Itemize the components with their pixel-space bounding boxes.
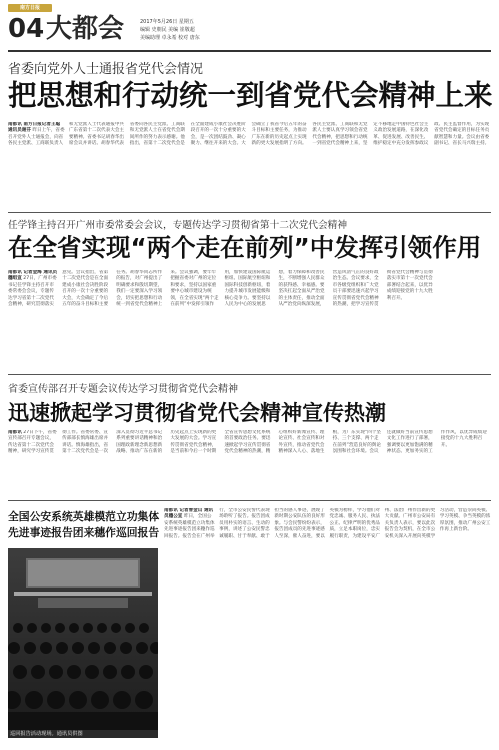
masthead <box>8 4 491 50</box>
article-1-kicker: 省委向党外人士通报省党代会情况 <box>8 62 204 77</box>
article-1 <box>8 58 491 208</box>
article-3-text: 27日下午，省委宣传部召开专题会议，传达省第十二次党代会精神，研究学习宣传贯彻工作。省委常委、宣传部部长慎海雄出席并讲话。慎海雄指出，省第十二次党代会是一次深入贯彻习近平总书记系列重要讲话精神和治国理政新理念新思想新战略、推动广东在新的历史起点上实现新的更大发展的大会。学习宣传贯彻省党代会精神，是当前和今后一个时期全省宣传思想文化系统的首要政治任务。要迅速掀起学习宣传贯彻省党代会精神的热潮，精心组织好新闻宣传、理论宣传、社会宣传和对外宣传，推动省党代会精神深入人心、落地生根，为广东实现“四个坚持、三个支撑、两个走在前列”营造良好的舆论氛围和社会环境。会议还就做好当前宣传思想文化工作进行了部署，强调要以更加饱满的精神状态、更加务实的工作作风，以优异成绩迎接党的十九大胜利召开。 <box>8 430 487 455</box>
page-number: 04 <box>8 14 45 44</box>
article-2-text: 27日，广州市委书记任学锋主持召开市委常委会会议，专题传达学习省第十二次党代会精神，研究贯彻落实意见。会议指出，省第十二次党代会是在全面建成小康社会决胜阶段召开的一次十分重要的大会，大会确定了今后五年的奋斗目标和主要任务。胡春华同志所作的报告，对广州提出了明确要求和殷切期望，我们一定要深入学习领会，切实把思想和行动统一到省党代会精神上来。会议强调，要牢牢把握省委对广州的定位和要求，坚持以国家重要中心城市建设为统领，在全省实现“两个走在前列”中发挥引领作用，加快建设国际航运枢纽、国际航空枢纽和国际科技创新枢纽，着力提升城市发展能级和核心竞争力。要坚持以人民为中心的发展思想，着力保障和改善民生，不断增强人民群众的获得感、幸福感。要坚决扛起全面从严治党的主体责任，推动全面从严治党向纵深发展，营造风清气正的良好政治生态。会议要求，全市各级党组织和广大党员干部要迅速兴起学习宣传贯彻省党代会精神的热潮，把学习宣传贯彻省党代会精神与贯彻落实市第十一次党代会部署结合起来，以优异成绩迎接党的十九大胜利召开。 <box>8 270 433 308</box>
photo-caption: 巡回报告活动现场。通讯员供图 <box>10 731 83 737</box>
section-divider-3 <box>8 500 491 501</box>
article-1-text: 昨日上午，省委召开党外人士通报会，向省各民主党派、工商联负责人和无党派人士代表通报中共广东省第十二次代表大会主要精神。省委书记胡春华出席会议并讲话。胡春华代表省委向各民主党派、工商联和无党派人士在省党代会期间所作的努力表示感谢。他指出，省第十二次党代会是在全面建成小康社会决胜阶段召开的一次十分重要的大会，是一次团结鼓劲、凝心聚力、继往开来的大会。大会确立了我省今后五年的奋斗目标和主要任务，为推动广东在新的历史起点上实现新的更大发展指明了方向。各民主党派、工商联和无党派人士要认真学习领会省党代会精神，把思想和行动统一到省党代会精神上来，坚定不移地走中国特色社会主义政治发展道路，在深化改革、促进发展、改善民生、维护稳定中充分发挥参政议政、民主监督作用，为实现省党代会确定的目标任务贡献智慧和力量。会议由省委副书记、省长马兴瑞主持。 <box>8 122 490 147</box>
section-divider-1 <box>8 212 491 213</box>
article-2-headline: 在全省实现“两个走在前列”中发挥引领作用 <box>8 233 482 262</box>
article-2 <box>8 216 491 372</box>
logo-text: 南方日报 <box>19 5 40 11</box>
article-3-kicker: 省委宣传部召开专题会议传达学习贯彻省党代会精神 <box>8 384 238 395</box>
masthead-rule <box>8 50 491 52</box>
section-title: 大都会 <box>46 14 125 44</box>
article-3-headline: 迅速掀起学习贯彻省党代会精神宣传热潮 <box>8 401 386 425</box>
article-3-body <box>8 430 491 492</box>
article-4-headline-line1: 全国公安系统英雄模范立功集体 <box>8 510 160 523</box>
conference-photo <box>8 548 158 738</box>
article-4 <box>8 504 491 744</box>
article-3-byline: 南都讯 <box>8 430 22 435</box>
newspaper-logo <box>8 4 52 12</box>
article-1-byline: 南都讯 南方日报记者王聪 通讯员谢芬 <box>8 122 61 134</box>
issue-date: 2017年5月26日 星期五 <box>140 19 194 25</box>
article-4-headline-line2: 先进事迹报告团来穗作巡回报告 <box>8 526 160 539</box>
article-1-body <box>8 122 491 200</box>
article-2-byline: 南都讯 记者金海 通讯员穗组宣 <box>8 270 58 282</box>
article-1-headline: 把思想和行动统一到省党代会精神上来 <box>8 79 493 112</box>
conference-photo-image <box>8 548 158 730</box>
article-2-body <box>8 270 491 370</box>
editor-credits-1: 编辑 史朝民 美编 崔敬超 <box>140 27 195 33</box>
article-4-byline: 南都讯 记者曾金山 通讯员穗公宣 <box>164 508 214 520</box>
article-2-kicker: 任学锋主持召开广州市委常委会会议，专题传达学习贯彻省第十二次党代会精神 <box>8 220 348 231</box>
article-4-body <box>164 508 491 738</box>
editor-credits-2: 美编助理 卓永希 校对 唐东 <box>140 35 200 41</box>
article-3 <box>8 378 491 498</box>
article-4-text: 昨日，全国公安系统英雄模范立功集体先进事迹报告团来穗作巡回报告。报告会在广州举行，全市公安民警代表现场聆听了报告。报告团成员用朴实的语言、生动的事例，讲述了公安民警忠诚履职、甘于奉献、敢于担当的感人事迹，展现了新时期公安队伍的良好形象。与会民警纷纷表示，报告团成员的先进事迹感人至深，催人奋进，要以英模为榜样，学习他们对党忠诚、服务人民、执法公正、纪律严明的优秀品质，立足本职岗位，忠实履行职责，为建设平安广州、法治广州作出新的更大贡献。广州市公安局有关负责人表示，要以此次报告会为契机，在全市公安机关深入开展向英模学习活动，营造崇尚英模、学习英模、争当英模的浓厚氛围，推动广州公安工作再上新台阶。 <box>164 508 491 539</box>
section-divider-2 <box>8 374 491 375</box>
